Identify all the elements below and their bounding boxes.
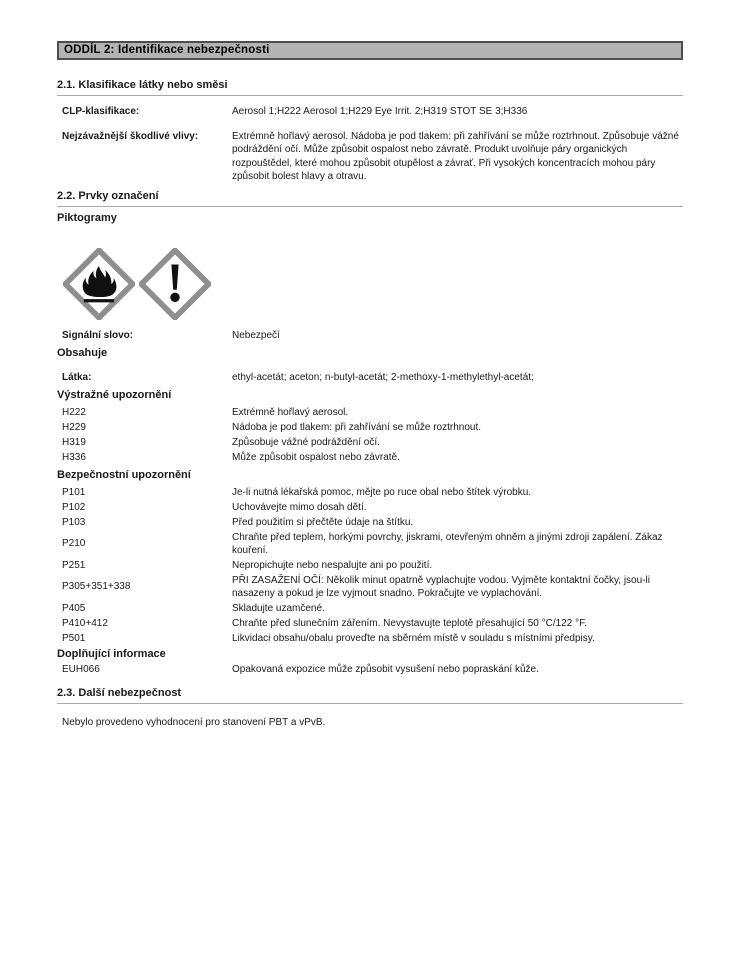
precautionary-statement-row [57, 516, 683, 529]
supplementary-info-heading: Doplňující informace [57, 648, 166, 661]
supplementary-code: EUH066 [62, 664, 100, 676]
substance-label: Látka: [62, 372, 92, 384]
pictograms-heading: Piktogramy [57, 212, 117, 225]
precautionary-statement-row [57, 632, 683, 645]
precaution-text: Před použitím si přečtěte údaje na štítku. [232, 516, 414, 528]
section-2-title: ODDÍL 2: Identifikace nebezpečnosti [64, 44, 270, 56]
hazard-statements-list [57, 406, 683, 464]
precaution-text: Nepropichujte nebo nespalujte ani po použití. [232, 559, 433, 571]
clp-classification-label: CLP-klasifikace: [62, 106, 140, 117]
hazard-code: H336 [62, 452, 86, 464]
precautionary-statement-row [57, 559, 683, 572]
hazard-statement-row [57, 451, 683, 464]
ghs-pictograms [57, 248, 683, 320]
exclamation-pictogram-svg [139, 248, 211, 320]
precautionary-statement-row [57, 617, 683, 630]
contains-heading: Obsahuje [57, 347, 108, 360]
signal-word-row [57, 329, 683, 342]
precaution-code: P101 [62, 486, 86, 498]
hazard-code: H222 [62, 407, 86, 419]
precaution-code: P102 [62, 501, 86, 513]
heading-2-2-label-elements: 2.2. Prvky označení [57, 190, 683, 207]
other-hazards-text: Nebylo provedeno vyhodnocení pro stanovení PBT a vPvB. [62, 717, 326, 729]
precaution-code: P305+351+338 [62, 581, 131, 593]
precaution-text: Skladujte uzamčené. [232, 603, 325, 615]
hazard-statements-heading: Výstražné upozornění [57, 389, 172, 402]
hazard-statement-row [57, 421, 683, 434]
precaution-text: Likvidaci obsahu/obalu proveďte na sběrném místě v souladu s místními předpisy. [232, 633, 595, 645]
adverse-effects-label: Nejzávažnější škodlivé vlivy: [62, 131, 199, 143]
precaution-code: P210 [62, 538, 86, 550]
supplementary-text: Opakovaná expozice může způsobit vysušení nebo popraskání kůže. [232, 664, 539, 676]
signal-word-label: Signální slovo: [62, 330, 134, 342]
clp-classification-row [57, 105, 683, 118]
adverse-effects-value: Extrémně hořlavý aerosol. Nádoba je pod tlakem: při zahřívání se může roztrhnout. Způsobuje vážné podráždění očí. Může způsobit ospalost nebo závratě. Produkt uvolňuje páry organických rozpouštědel, které mohou způsobit otupělost a závrať. Při vysokých koncentracích mohou páry způsobit bolest hlavy a otravu. [232, 131, 679, 182]
adverse-effects-row [57, 130, 683, 183]
flame-pictogram-icon [63, 248, 135, 320]
heading-2-1-classification: 2.1. Klasifikace látky nebo směsi [57, 79, 683, 96]
heading-2-3-other-hazards: 2.3. Další nebezpečnost [57, 687, 683, 704]
precautionary-statement-row [57, 602, 683, 615]
hazard-statement-row [57, 406, 683, 419]
exclamation-mark-pictogram-icon [139, 248, 211, 320]
precautionary-statements-list [57, 486, 683, 646]
precaution-code: P103 [62, 516, 86, 528]
signal-word-value: Nebezpečí [232, 330, 280, 342]
precaution-code: P410+412 [62, 618, 108, 630]
precaution-code: P501 [62, 633, 86, 645]
precautionary-statement-row [57, 531, 683, 557]
precaution-code: P405 [62, 603, 86, 615]
supplementary-statement-row [57, 663, 683, 676]
hazard-text: Způsobuje vážné podráždění očí. [232, 437, 380, 449]
precaution-text: Je-li nutná lékařská pomoc, mějte po ruce obal nebo štítek výrobku. [232, 486, 532, 498]
precaution-text: PŘI ZASAŽENÍ OČÍ: Několik minut opatrně vyplachujte vodou. Vyjměte kontaktní čočky, jsou-li nasazeny a pokud je lze vyjmout snadno. Pokračujte ve vyplachování. [232, 574, 650, 600]
precaution-text: Chraňte před teplem, horkými povrchy, jiskrami, otevřeným ohněm a jinými zdroji zapálení. Zákaz kouření. [232, 531, 663, 556]
substance-value: ethyl-acetát; aceton; n-butyl-acetát; 2-methoxy-1-methylethyl-acetát; [232, 372, 534, 384]
precaution-code: P251 [62, 559, 86, 571]
precaution-text: Uchovávejte mimo dosah dětí. [232, 501, 367, 513]
hazard-code: H229 [62, 422, 86, 434]
hazard-code: H319 [62, 437, 86, 449]
hazard-text: Může způsobit ospalost nebo závratě. [232, 452, 400, 464]
precautionary-statements-heading: Bezpečnostní upozornění [57, 468, 191, 481]
precautionary-statement-row [57, 574, 683, 600]
precautionary-statement-row [57, 501, 683, 514]
hazard-statement-row [57, 436, 683, 449]
precautionary-statement-row [57, 486, 683, 499]
substance-row [57, 371, 683, 384]
clp-classification-value: Aerosol 1;H222 Aerosol 1;H229 Eye Irrit. 2;H319 STOT SE 3;H336 [232, 106, 528, 117]
hazard-text: Nádoba je pod tlakem: při zahřívání se může roztrhnout. [232, 422, 482, 434]
section-2-header-bar [57, 41, 683, 60]
hazard-text: Extrémně hořlavý aerosol. [232, 407, 349, 419]
supplementary-statements-list [57, 663, 683, 676]
flame-pictogram-svg [63, 248, 135, 320]
precaution-text: Chraňte před slunečním zářením. Nevystavujte teplotě přesahující 50 °C/122 °F. [232, 618, 587, 630]
